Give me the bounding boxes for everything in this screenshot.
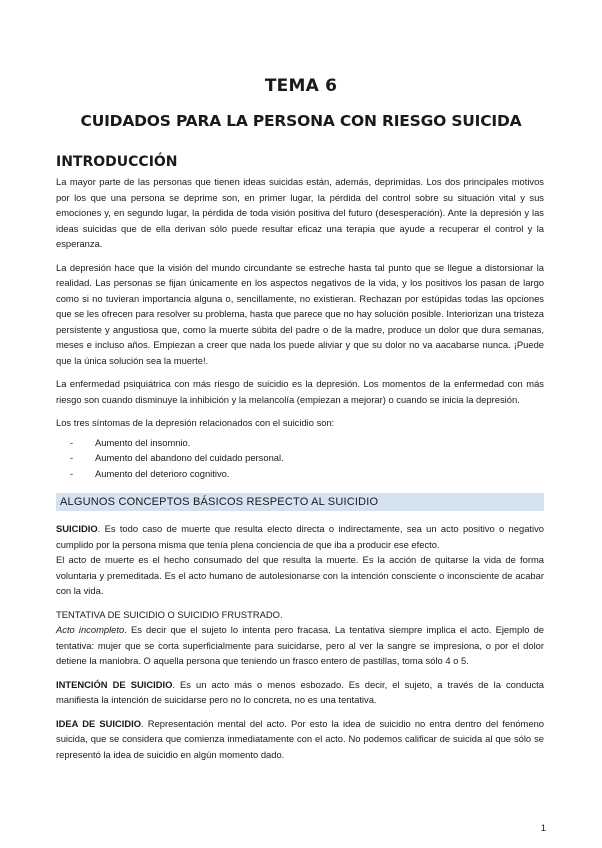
list-dash: - [70,436,74,448]
intro-paragraph-1: La mayor parte de las personas que tienen ideas suicidas están, además, deprimidas. Los dos principales motivos por los que una persona se deprime son, en primer lugar, la pérdida del control sobre su situación vital y sus emociones y, en segundo lugar, la pérdida de toda visión positiva del futuro (desesperación). Ante la depresión y las ideas suicidas que de ella derivan sólo puede resultar eficaz una terapia que ayude a recuperar el control y la esperanza. [56,176,544,249]
tentativa-heading [56,607,544,623]
intro-paragraph-3: La enfermedad psiquiátrica con más riesgo de suicidio es la depresión. Los momentos de la enfermedad con más riesgo son cuando disminuye la inhibición y la melancolía (empiezan a mejorar) o cuando se inicia la depresión. [56,378,544,405]
tentativa-definition: . Es decir que el sujeto lo intenta pero fracasa. La tentativa siempre implica el acto. Ejemplo de tentativa: mujer que se corta superficialmente para suicidarse, pero al ver la sangre se impresiona, o por el dolor detiene la maniobra. O aquella persona que teniendo un frasco entero de pastillas, toma sólo 4 o 5. [56,624,545,666]
intro-paragraph-4: Los tres síntomas de la depresión relacionados con el suicidio son: [56,417,335,428]
list-item [56,450,544,466]
intencion-paragraph [56,677,544,708]
document-subtitle: CUIDADOS PARA LA PERSONA CON RIESGO SUICIDA [80,112,522,130]
term-tentativa: TENTATIVA DE SUICIDIO O SUICIDIO FRUSTRADO [56,608,280,620]
intro-heading: INTRODUCCIÓN [56,154,178,170]
intencion-definition: . Es un acto más o menos esbozado. Es decir, el sujeto, a través de la conducta manifiesta la intención de suicidarse pero no lo concreta, no es una tentativa. [56,678,545,705]
suicidio-definition: . Es todo caso de muerte que resulta electo directa o indirectamente, sea un acto positivo o negativo cumplido por la persona misma que tenía plena conciencia de que iba a producir ese efecto. [56,523,544,550]
symptom-text: Aumento del abandono del cuidado personal. [95,452,284,463]
symptom-text: Aumento del insomnio. [95,436,191,448]
list-item [56,435,544,451]
intro-paragraph-2: La depresión hace que la visión del mundo circundante se estreche hasta tal punto que se llegue a distorsionar la realidad. Las personas se fijan únicamente en los aspectos negativos de la vida, y los positivos los pasan de largo como si no tuvieran importancia alguna o, sencillamente, no existieran. Rechazan por estúpidas todas las opciones que se les ofrecen para resolver su problema, hasta que parece que no hay solución posible. Interiorizan una tristeza persistente y angustiosa que, como la muerte súbita del padre o de la madre, produce un dolor que dura semanas, meses e incluso años. Empiezan a creer que nada los puede aliviar y que su dolor no va aacabarse nunca. ¡Puede que la única solución sea la muerte!. [56,261,544,366]
tentativa-heading-end: . [279,608,283,620]
suicidio-paragraph [56,521,544,552]
term-suicidio: SUICIDIO [56,523,98,534]
idea-definition: . Representación mental del acto. Por esto la idea de suicidio no entra dentro del fenómeno suicida, que se considera que comienza inmediatamente con el acto. No podemos calificar de suicida al que sólo se representó la idea de suicidio en algún momento dado. [56,717,544,760]
document-title: TEMA 6 [264,76,338,96]
list-item [56,466,544,482]
list-dash: - [70,467,74,479]
document-body [56,154,544,770]
list-dash: - [70,452,74,463]
symptom-text: Aumento del deterioro cognitivo. [95,467,230,479]
term-idea: IDEA DE SUICIDIO [56,717,142,729]
section-heading: ALGUNOS CONCEPTOS BÁSICOS RESPECTO AL SUICIDIO [56,493,544,511]
page-number: 1 [540,822,546,833]
tentativa-paragraph [56,622,544,669]
term-intencion: INTENCIÓN DE SUICIDIO [56,678,173,690]
suicidio-paragraph-2: El acto de muerte es el hecho consumado del que resulta la muerte. Es la acción de quitarse la vida de forma voluntaria y premeditada. Es el acto humano de autolesionarse con la intención consciente o inconsciente de acabar con la vida. [56,554,544,596]
symptom-list [56,435,544,482]
idea-paragraph [56,716,544,763]
tentativa-italic: Acto incompleto [56,624,125,635]
